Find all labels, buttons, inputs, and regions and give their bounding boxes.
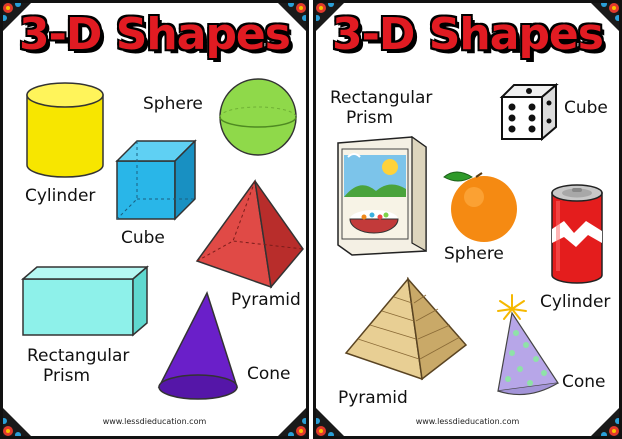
label-rectangular-line: Rectangular [27,346,130,366]
label-prism-line: Prism [43,365,91,386]
cube-illustration [113,139,199,223]
soda-can-illustration [548,181,606,287]
cone-illustration [153,291,241,403]
label-cone: Cone [562,372,606,392]
label-pyramid: Pyramid [231,290,301,310]
stone-pyramid-illustration [342,275,470,383]
footer-url: www.lessdieducation.com [415,417,520,426]
label-rectangular-prism [330,89,432,128]
label-prism-line: Prism [346,107,394,128]
die-illustration [498,83,560,143]
pyramid-illustration [193,179,309,291]
right-poster [313,0,622,439]
label-cube: Cube [564,98,608,118]
sphere-illustration [218,77,298,157]
footer-url: www.lessdieducation.com [102,417,207,426]
label-cone: Cone [247,364,291,384]
cylinder-illustration [23,81,107,179]
label-cube: Cube [121,228,165,248]
poster-title: 3-D Shapes [19,9,290,60]
label-rectangular-prism [27,347,129,386]
label-rectangular-line: Rectangular [330,88,433,108]
label-pyramid: Pyramid [338,388,408,408]
label-cylinder: Cylinder [540,292,611,312]
label-sphere: Sphere [444,244,504,264]
cereal-box-illustration [334,133,432,257]
orange-illustration [440,163,524,245]
poster-title: 3-D Shapes [332,9,603,60]
left-poster [0,0,309,439]
party-hat-illustration [492,293,564,405]
label-cylinder: Cylinder [25,186,96,206]
rectangular-prism-illustration [19,265,155,339]
label-sphere: Sphere [143,94,203,114]
